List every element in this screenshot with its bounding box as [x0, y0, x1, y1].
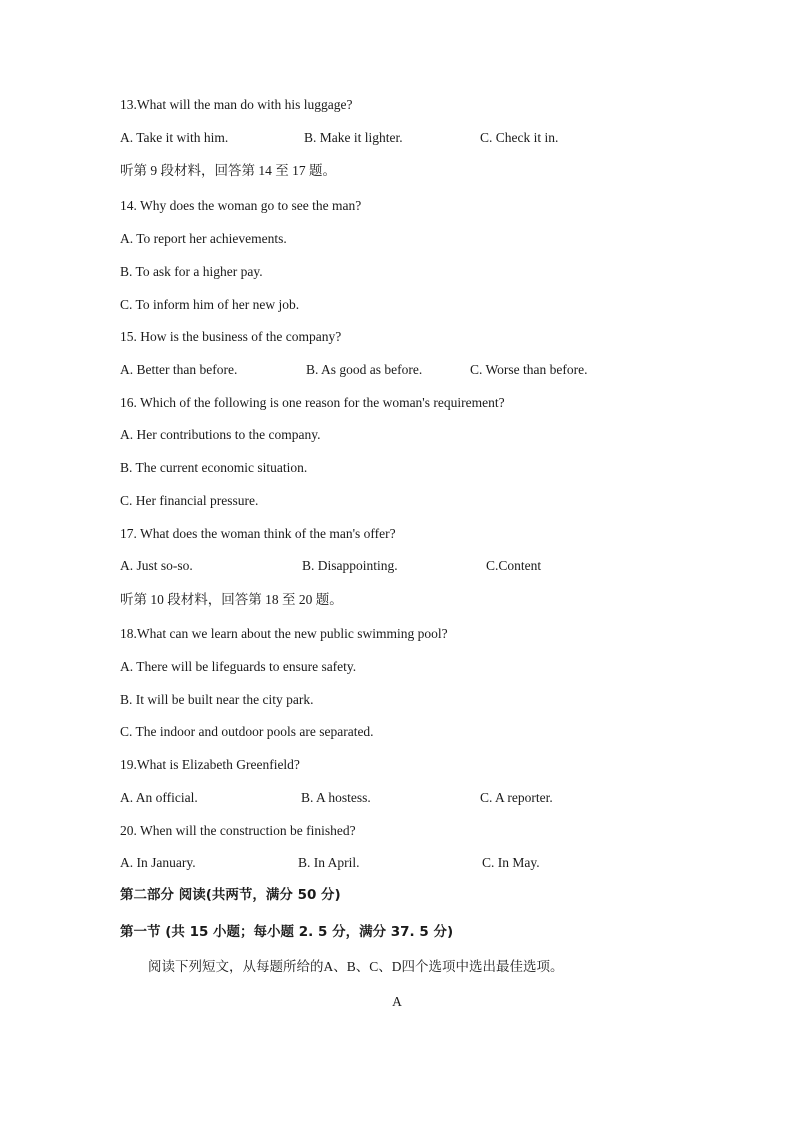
section-9-instruction: 听第 9 段材料，回答第 14 至 17 题。	[120, 163, 336, 178]
q19-option-a: A. An official.	[120, 790, 198, 805]
section-10-instruction: 听第 10 段材料，回答第 18 至 20 题。	[120, 592, 343, 607]
q19-option-b: B. A hostess.	[301, 790, 371, 805]
question-18: 18.What can we learn about the new public swimming pool?	[120, 626, 448, 641]
question-15: 15. How is the business of the company?	[120, 329, 342, 344]
question-17: 17. What does the woman think of the man's offer?	[120, 526, 396, 541]
q18-option-b: B. It will be built near the city park.	[120, 692, 314, 707]
q17-option-c: C.Content	[486, 558, 542, 573]
q20-option-b: B. In April.	[298, 855, 360, 870]
q18-option-a: A. There will be lifeguards to ensure safety.	[120, 659, 357, 674]
q16-option-c: C. Her financial pressure.	[120, 493, 259, 508]
q15-option-c: C. Worse than before.	[470, 362, 588, 377]
q13-option-b: B. Make it lighter.	[304, 130, 403, 145]
passage-label: A	[392, 994, 402, 1009]
question-19: 19.What is Elizabeth Greenfield?	[120, 757, 300, 772]
part-2-heading: 第二部分 阅读(共两节，满分 50 分)	[120, 887, 341, 903]
question-13: 13.What will the man do with his luggage?	[120, 97, 353, 112]
q17-option-a: A. Just so-so.	[120, 558, 193, 573]
q15-option-a: A. Better than before.	[120, 362, 238, 377]
q16-option-a: A. Her contributions to the company.	[120, 427, 321, 442]
question-16: 16. Which of the following is one reason for the woman's requirement?	[120, 395, 505, 410]
q16-option-b: B. The current economic situation.	[120, 460, 308, 475]
q20-option-c: C. In May.	[482, 855, 540, 870]
question-14: 14. Why does the woman go to see the man?	[120, 198, 362, 213]
q19-option-c: C. A reporter.	[480, 790, 553, 805]
question-20: 20. When will the construction be finished?	[120, 823, 356, 838]
q14-option-b: B. To ask for a higher pay.	[120, 264, 263, 279]
q18-option-c: C. The indoor and outdoor pools are separated.	[120, 724, 374, 739]
section-1-heading: 第一节 (共 15 小题；每小题 2. 5 分，满分 37. 5 分)	[120, 924, 454, 940]
reading-instruction: 阅读下列短文，从每题所给的A、B、C、D四个选项中选出最佳选项。	[148, 959, 564, 974]
q13-option-a: A. Take it with him.	[120, 130, 229, 145]
q14-option-a: A. To report her achievements.	[120, 231, 287, 246]
q13-option-c: C. Check it in.	[480, 130, 559, 145]
q20-option-a: A. In January.	[120, 855, 196, 870]
q15-option-b: B. As good as before.	[306, 362, 423, 377]
q14-option-c: C. To inform him of her new job.	[120, 297, 300, 312]
q17-option-b: B. Disappointing.	[302, 558, 398, 573]
